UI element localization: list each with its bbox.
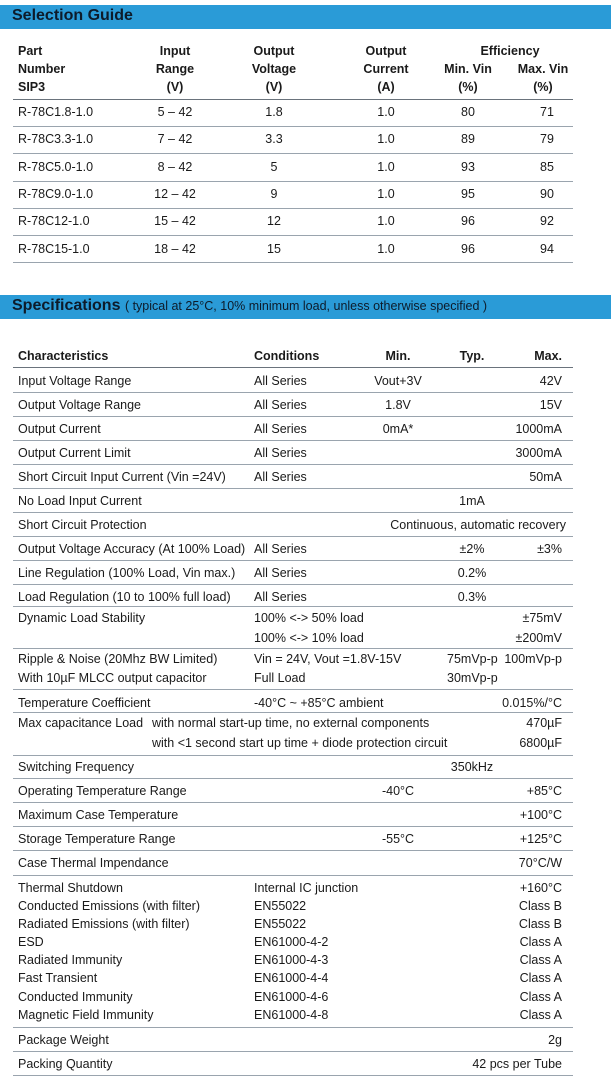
divider [13,778,573,779]
spec-label: Package Weight [18,1033,109,1047]
divider [13,153,573,154]
divider [13,689,573,690]
spec-max: +85°C [526,784,562,798]
emc-label: Conducted Emissions (with filter) [18,899,201,913]
selection-guide-header-bar [0,5,611,29]
emc-standard: EN61000-4-8 [254,1008,329,1022]
row-range: 15 – 42 [154,214,196,228]
emc-class: Class A [519,1008,562,1022]
row-voltage: 1.8 [265,105,283,119]
spec-label: With 10µF MLCC output capacitor [18,671,207,685]
row-part: R-78C1.8-1.0 [18,105,94,119]
spec-label: Storage Temperature Range [18,832,176,846]
spec-label: Switching Frequency [18,760,135,774]
divider [13,1075,573,1076]
selection-guide-title: Selection Guide [12,7,133,24]
row-current: 1.0 [377,242,395,256]
row-current: 1.0 [377,187,395,201]
spec-condition: 100% <-> 50% load [254,611,364,625]
emc-standard: EN61000-4-3 [254,953,329,967]
spec-label: Line Regulation (100% Load, Vin max.) [18,566,236,580]
spec-header-max: Max. [534,349,562,363]
row-current: 1.0 [377,105,395,119]
emc-standard: EN61000-4-2 [254,935,329,949]
row-part: R-78C5.0-1.0 [18,160,94,174]
divider [13,440,573,441]
spec-condition: Vin = 24V, Vout =1.8V-15V [254,652,402,666]
spec-label: Load Regulation (10 to 100% full load) [18,590,231,604]
spec-condition: Internal IC junction [254,881,359,895]
spec-label: Packing Quantity [18,1057,113,1071]
spec-max: 470µF [526,716,562,730]
row-range: 12 – 42 [154,187,196,201]
row-max-eff: 94 [540,242,554,256]
header-efficiency: Efficiency [480,44,540,58]
spec-label: Output Current Limit [18,446,131,460]
divider [13,850,573,851]
spec-max: +160°C [519,881,562,895]
row-part: R-78C15-1.0 [18,242,90,256]
spec-max: 42V [539,374,562,388]
spec-max: 70°C/W [518,856,562,870]
emc-class: Class A [519,971,562,985]
spec-min: 1.8V [385,398,411,412]
divider [13,536,573,537]
spec-header-typ: Typ. [459,349,485,363]
spec-condition: All Series [254,422,307,436]
divider [13,584,573,585]
emc-label: ESD [18,935,44,949]
spec-condition: -40°C ~ +85°C ambient [254,696,384,710]
spec-typ: 0.2% [457,566,487,580]
spec-label: Short Circuit Input Current (Vin =24V) [18,470,226,484]
spec-label: Ripple & Noise (20Mhz BW Limited) [18,652,218,666]
row-min-eff: 96 [461,242,475,256]
header-input-2: Range [155,62,195,76]
specifications-title-text: Specifications [12,297,121,314]
spec-min: -55°C [381,832,415,846]
spec-label: Input Voltage Range [18,374,132,388]
divider [13,367,573,368]
spec-label: Short Circuit Protection [18,518,147,532]
emc-standard: EN61000-4-4 [254,971,329,985]
row-voltage: 15 [267,242,281,256]
spec-header-min: Min. [385,349,411,363]
header-min-vin-unit: (%) [458,80,478,94]
header-outc-1: Output [365,44,407,58]
emc-label: Radiated Emissions (with filter) [18,917,190,931]
spec-label: Max capacitance Load [18,716,144,730]
row-part: R-78C3.3-1.0 [18,132,94,146]
row-voltage: 5 [270,160,278,174]
spec-max: 50mA [529,470,562,484]
spec-label: Output Current [18,422,101,436]
spec-max: +100°C [519,808,562,822]
spec-typ: 0.3% [457,590,487,604]
spec-label: Thermal Shutdown [18,881,123,895]
row-voltage: 12 [267,214,281,228]
header-outc-2: Current [363,62,409,76]
row-min-eff: 95 [461,187,475,201]
specifications-subtitle: ( typical at 25°C, 10% minimum load, unless otherwise specified ) [124,299,488,313]
header-max-vin-unit: (%) [533,80,553,94]
spec-max: 0.015%/°C [502,696,562,710]
row-range: 7 – 42 [157,132,193,146]
row-range: 8 – 42 [157,160,193,174]
row-range: 5 – 42 [157,105,193,119]
row-voltage: 9 [270,187,278,201]
row-range: 18 – 42 [154,242,196,256]
spec-condition: All Series [254,446,307,460]
divider [13,181,573,182]
divider [13,488,573,489]
divider [13,712,573,713]
divider [13,262,573,263]
emc-label: Magnetic Field Immunity [18,1008,154,1022]
spec-typ: 30mVp-p [447,671,498,685]
specifications-title [12,297,487,315]
spec-max: ±3% [537,542,562,556]
spec-label: Output Voltage Range [18,398,142,412]
spec-header-characteristics: Characteristics [18,349,109,363]
divider [13,392,573,393]
emc-class: Class B [518,899,562,913]
emc-class: Class B [518,917,562,931]
spec-condition: with normal start-up time, no external components [152,716,430,730]
spec-typ: 1mA [459,494,485,508]
emc-standard: EN55022 [254,899,307,913]
spec-max: 42 pcs per Tube [472,1057,562,1071]
row-part: R-78C9.0-1.0 [18,187,94,201]
spec-max: 6800µF [519,736,562,750]
header-part-2: Number [18,62,66,76]
spec-max: 3000mA [515,446,562,460]
row-max-eff: 79 [540,132,554,146]
emc-label: Fast Transient [18,971,98,985]
header-outc-3: (A) [377,80,395,94]
spec-typ: 75mVp-p [447,652,498,666]
divider [13,126,573,127]
divider [13,416,573,417]
emc-class: Class A [519,990,562,1004]
spec-max: ±200mV [515,631,562,645]
header-input-1: Input [159,44,191,58]
emc-label: Radiated Immunity [18,953,123,967]
divider [13,1051,573,1052]
divider [13,648,573,649]
emc-class: Class A [519,935,562,949]
row-max-eff: 90 [540,187,554,201]
emc-standard: EN55022 [254,917,307,931]
spec-label: Output Voltage Accuracy (At 100% Load) [18,542,246,556]
spec-condition: with <1 second start up time + diode protection circuit [152,736,448,750]
divider [13,512,573,513]
row-max-eff: 71 [540,105,554,119]
row-max-eff: 92 [540,214,554,228]
row-min-eff: 96 [461,214,475,228]
spec-header-conditions: Conditions [254,349,320,363]
spec-condition: All Series [254,398,307,412]
header-outv-3: (V) [265,80,283,94]
row-max-eff: 85 [540,160,554,174]
spec-max: ±75mV [522,611,562,625]
spec-max: +125°C [519,832,562,846]
header-part-3: SIP3 [18,80,46,94]
spec-max: 100mVp-p [504,652,562,666]
row-current: 1.0 [377,214,395,228]
header-outv-1: Output [253,44,295,58]
spec-label: Maximum Case Temperature [18,808,179,822]
emc-label: Conducted Immunity [18,990,133,1004]
row-current: 1.0 [377,132,395,146]
spec-label: Case Thermal Impendance [18,856,169,870]
spec-typ: ±2% [459,542,485,556]
emc-standard: EN61000-4-6 [254,990,329,1004]
divider [13,235,573,236]
divider [13,826,573,827]
spec-label: Operating Temperature Range [18,784,187,798]
spec-max: 2g [548,1033,562,1047]
emc-class: Class A [519,953,562,967]
header-part-1: Part [18,44,43,58]
divider [13,755,573,756]
spec-condition: All Series [254,590,307,604]
spec-condition: All Series [254,374,307,388]
divider [13,464,573,465]
divider [13,99,573,100]
spec-label: No Load Input Current [18,494,142,508]
header-min-vin: Min. Vin [444,62,492,76]
spec-label: Dynamic Load Stability [18,611,146,625]
spec-condition: All Series [254,542,307,556]
row-current: 1.0 [377,160,395,174]
row-min-eff: 89 [461,132,475,146]
spec-max: Continuous, automatic recovery [390,518,566,532]
divider [13,560,573,561]
row-part: R-78C12-1.0 [18,214,90,228]
row-voltage: 3.3 [265,132,283,146]
spec-condition: 100% <-> 10% load [254,631,364,645]
header-max-vin: Max. Vin [517,62,569,76]
row-min-eff: 93 [461,160,475,174]
spec-min: Vout+3V [374,374,422,388]
spec-max: 15V [539,398,562,412]
spec-typ: 350kHz [450,760,494,774]
divider [13,606,573,607]
divider [13,875,573,876]
spec-condition: Full Load [254,671,306,685]
divider [13,802,573,803]
header-outv-2: Voltage [251,62,297,76]
divider [13,208,573,209]
spec-min: 0mA* [382,422,414,436]
spec-label: Temperature Coefficient [18,696,151,710]
spec-max: 1000mA [515,422,562,436]
row-min-eff: 80 [461,105,475,119]
specifications-header-bar [0,295,611,319]
spec-condition: All Series [254,470,307,484]
spec-min: -40°C [381,784,415,798]
spec-condition: All Series [254,566,307,580]
header-input-3: (V) [166,80,184,94]
divider [13,1027,573,1028]
